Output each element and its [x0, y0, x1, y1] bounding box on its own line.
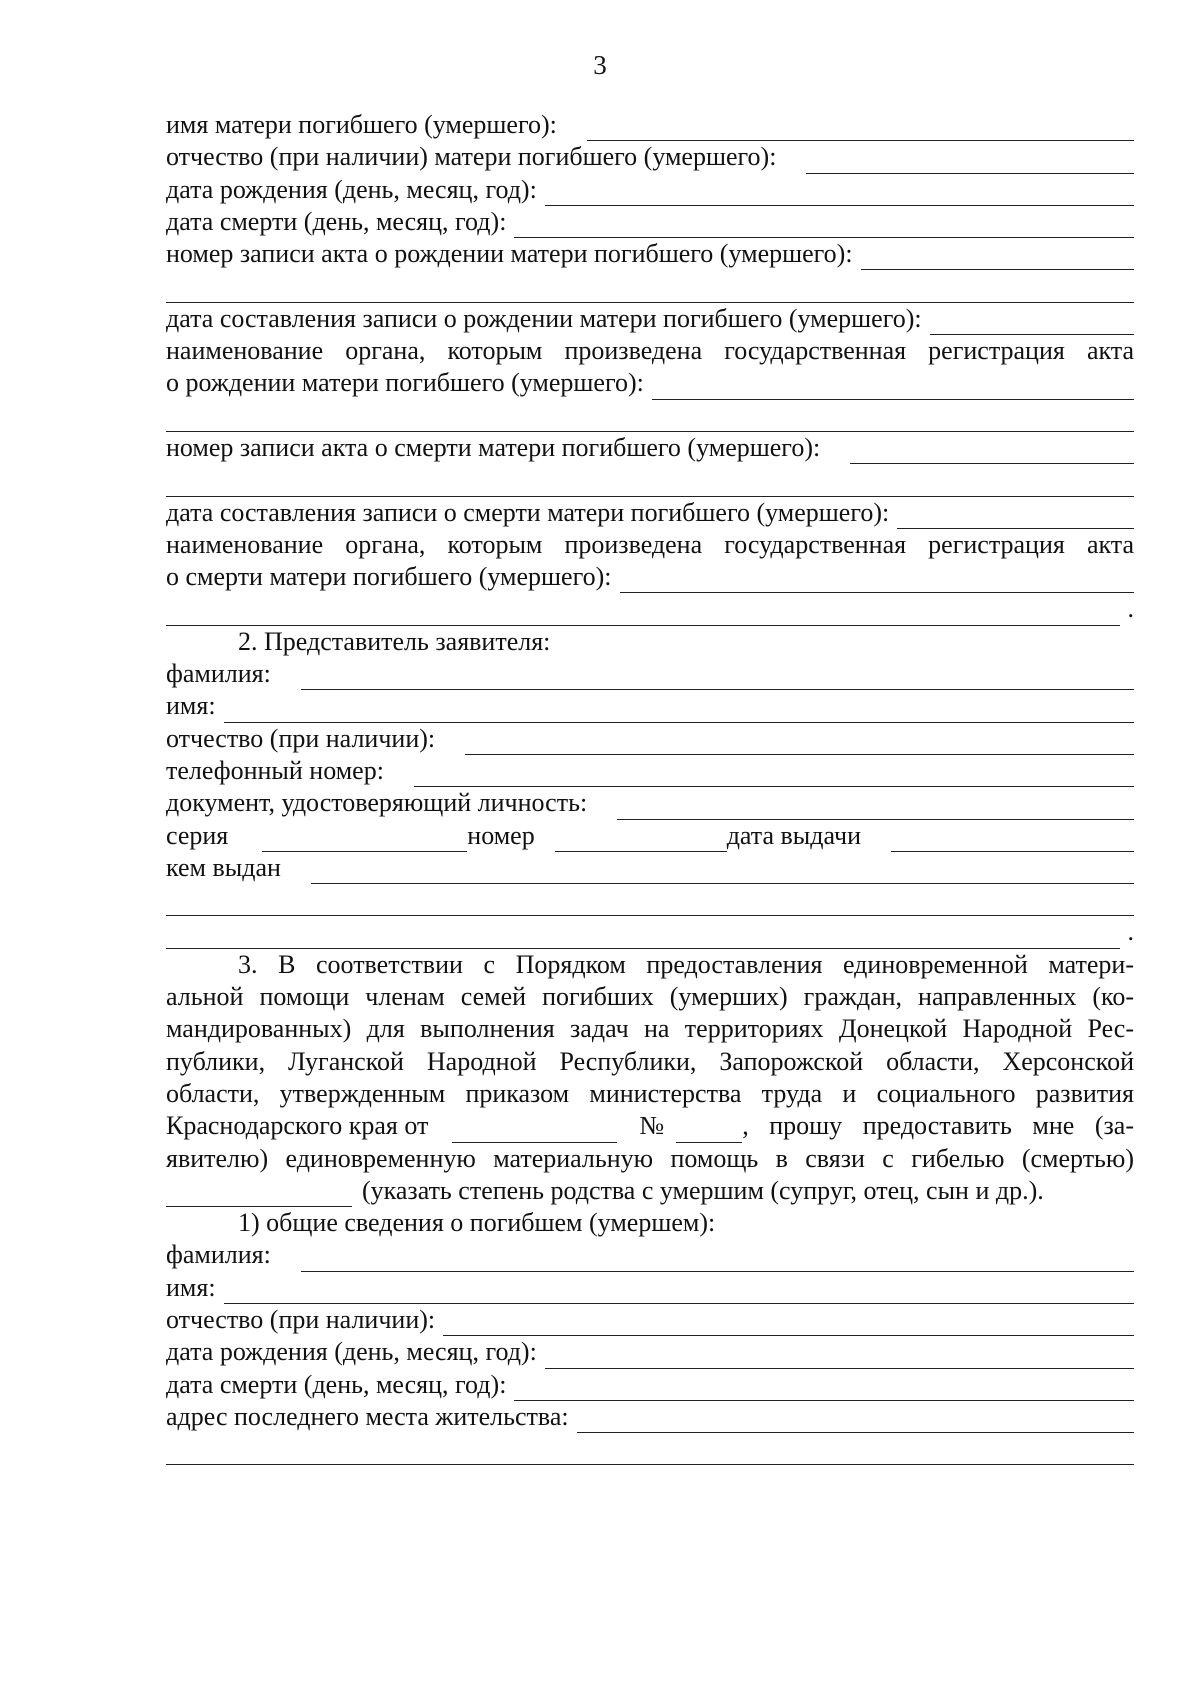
deceased-name-field[interactable]	[224, 1281, 1134, 1304]
end-period: .	[1127, 594, 1134, 624]
rep-name-field[interactable]	[224, 700, 1134, 723]
deceased-patronymic-field[interactable]	[443, 1313, 1134, 1336]
rep-issue-date-field[interactable]	[891, 829, 1134, 852]
mother-death-date-field[interactable]	[514, 215, 1134, 238]
deceased-surname-label: фамилия:	[166, 1240, 271, 1270]
section3-line-4	[166, 1046, 1134, 1078]
deceased-birth-date-row	[166, 1336, 1134, 1368]
deceased-surname-field[interactable]	[301, 1249, 1134, 1272]
rep-phone-label: телефонный номер:	[166, 755, 384, 785]
rep-issued-by-field-3[interactable]	[166, 926, 1120, 949]
section3-text-2: альной помощи членам семей погибших (умерших) граждан, направленных (ко-	[166, 982, 1134, 1012]
mother-death-record-number-field[interactable]	[850, 441, 1134, 464]
section3-text-8: (указать степень родства с умершим (супруг, отец, сын и др.).	[362, 1175, 1044, 1205]
rep-patronymic-field[interactable]	[465, 732, 1134, 755]
mother-name-label: имя матери погибшего (умершего):	[166, 110, 557, 139]
mother-death-record-number-continuation	[166, 464, 1134, 496]
page-number: 3	[593, 50, 607, 80]
section3-text-6a: Краснодарского края от	[166, 1111, 429, 1141]
mother-death-authority-field-2[interactable]	[166, 603, 1120, 626]
section3-line-7	[166, 1143, 1134, 1175]
rep-id-document-field[interactable]	[617, 797, 1134, 820]
mother-name-row	[166, 109, 1134, 141]
section3-text-7: явителю) единовременную материальную помощь в связи с гибелью (смертью)	[166, 1143, 1134, 1173]
deceased-heading-row	[166, 1207, 1134, 1239]
mother-birth-authority-field-2[interactable]	[166, 409, 1134, 432]
mother-birth-authority-row-1	[166, 335, 1134, 367]
mother-birth-record-number-field-2[interactable]	[166, 280, 1134, 303]
order-number-field[interactable]	[676, 1120, 742, 1143]
mother-death-authority-row-1	[166, 529, 1134, 561]
section3-line-1	[166, 949, 1134, 981]
kinship-field[interactable]	[166, 1184, 352, 1207]
rep-number-label: номер	[467, 820, 535, 850]
deceased-birth-date-label: дата рождения (день, месяц, год):	[166, 1337, 537, 1367]
rep-id-document-row	[166, 787, 1134, 819]
mother-birth-record-date-row	[166, 303, 1134, 335]
mother-birth-authority-field[interactable]	[652, 377, 1134, 400]
mother-birth-record-date-field[interactable]	[930, 312, 1134, 335]
mother-death-authority-continuation	[166, 593, 1134, 625]
mother-birth-record-number-label: номер записи акта о рождении матери погибшего (умершего):	[166, 239, 853, 269]
rep-id-document-label: документ, удостоверяющий личность:	[166, 788, 588, 818]
rep-issued-by-label: кем выдан	[166, 852, 281, 882]
rep-issued-by-field[interactable]	[311, 861, 1134, 884]
rep-phone-field[interactable]	[414, 764, 1134, 787]
rep-patronymic-row	[166, 723, 1134, 755]
mother-death-authority-label-2: о смерти матери погибшего (умершего):	[166, 562, 612, 592]
end-period-2: .	[1127, 917, 1134, 947]
section3-text-4: публики, Луганской Народной Республики, Запорожской области, Херсонской	[166, 1046, 1134, 1076]
deceased-heading: 1) общие сведения о погибшем (умершем):	[238, 1208, 716, 1238]
rep-surname-row	[166, 658, 1134, 690]
rep-patronymic-label: отчество (при наличии):	[166, 723, 436, 753]
deceased-name-row	[166, 1272, 1134, 1304]
rep-issued-by-continuation	[166, 884, 1134, 916]
deceased-address-row	[166, 1401, 1134, 1433]
mother-birth-record-number-continuation	[166, 270, 1134, 302]
representative-heading: 2. Представитель заявителя:	[238, 626, 551, 656]
mother-birth-authority-row-2	[166, 367, 1134, 399]
mother-death-authority-label-1: наименование органа, которым произведена государственная регистрация акта	[166, 529, 1134, 559]
form-content	[166, 109, 1134, 1465]
deceased-patronymic-row	[166, 1304, 1134, 1336]
deceased-address-continuation	[166, 1433, 1134, 1465]
rep-series-row	[166, 820, 1134, 852]
section3-line-3	[166, 1013, 1134, 1045]
mother-death-authority-field[interactable]	[620, 570, 1135, 593]
mother-birth-record-number-row	[166, 238, 1134, 270]
mother-death-record-date-field[interactable]	[897, 506, 1134, 529]
deceased-birth-date-field[interactable]	[545, 1346, 1134, 1369]
rep-issued-by-field-2[interactable]	[166, 893, 1134, 916]
mother-death-record-date-label: дата составления записи о смерти матери погибшего (умершего):	[166, 497, 890, 527]
rep-series-field[interactable]	[262, 829, 467, 852]
section3-text-6b: , прошу предоставить мне (за-	[742, 1111, 1134, 1141]
rep-number-field[interactable]	[555, 829, 727, 852]
deceased-death-date-field[interactable]	[514, 1378, 1134, 1401]
deceased-address-label: адрес последнего места жительства:	[166, 1401, 569, 1431]
mother-patronymic-field[interactable]	[806, 151, 1134, 174]
mother-birth-record-date-label: дата составления записи о рождении матери погибшего (умершего):	[166, 303, 922, 333]
rep-name-label: имя:	[166, 691, 216, 721]
mother-birth-authority-label-1: наименование органа, которым произведена государственная регистрация акта	[166, 336, 1134, 366]
section3-text-1: 3. В соответствии с Порядком предоставления единовременной матери-	[238, 949, 1134, 979]
mother-birth-date-label: дата рождения (день, месяц, год):	[166, 174, 537, 204]
mother-birth-date-field[interactable]	[545, 183, 1134, 206]
mother-death-record-date-row	[166, 497, 1134, 529]
mother-death-record-number-row	[166, 432, 1134, 464]
section3-text-3: мандированных) для выполнения задач на территориях Донецкой Народной Рес-	[166, 1014, 1134, 1044]
mother-patronymic-row	[166, 141, 1134, 173]
rep-name-row	[166, 690, 1134, 722]
section3-text-5: области, утвержденным приказом министерства труда и социального развития	[166, 1078, 1134, 1108]
mother-birth-date-row	[166, 174, 1134, 206]
section3-line-5	[166, 1078, 1134, 1110]
mother-death-date-row	[166, 206, 1134, 238]
mother-death-authority-row-2	[166, 561, 1134, 593]
section3-line-8	[166, 1175, 1134, 1207]
mother-death-record-number-label: номер записи акта о смерти матери погибшего (умершего):	[166, 432, 821, 462]
section3-line-6	[166, 1110, 1134, 1142]
rep-surname-field[interactable]	[301, 667, 1134, 690]
rep-issue-date-label: дата выдачи	[726, 820, 861, 850]
deceased-surname-row	[166, 1239, 1134, 1271]
rep-issued-by-row	[166, 852, 1134, 884]
rep-surname-label: фамилия:	[166, 659, 271, 689]
mother-patronymic-label: отчество (при наличии) матери погибшего (умершего):	[166, 142, 777, 172]
order-date-field[interactable]	[452, 1120, 617, 1143]
rep-issued-by-continuation-2	[166, 916, 1134, 948]
representative-heading-row	[166, 626, 1134, 658]
mother-birth-authority-label-2: о рождении матери погибшего (умершего):	[166, 368, 644, 398]
mother-name-field[interactable]	[587, 118, 1134, 141]
section3-line-2	[166, 981, 1134, 1013]
deceased-address-field-2[interactable]	[166, 1442, 1134, 1465]
deceased-death-date-row	[166, 1369, 1134, 1401]
deceased-name-label: имя:	[166, 1272, 216, 1302]
mother-birth-authority-continuation	[166, 400, 1134, 432]
mother-death-date-label: дата смерти (день, месяц, год):	[166, 206, 507, 236]
deceased-address-field[interactable]	[577, 1410, 1134, 1433]
rep-series-label: серия	[166, 820, 229, 850]
mother-death-record-number-field-2[interactable]	[166, 474, 1134, 497]
mother-birth-record-number-field[interactable]	[861, 247, 1134, 270]
rep-phone-row	[166, 755, 1134, 787]
deceased-patronymic-label: отчество (при наличии):	[166, 1304, 436, 1334]
section3-number-sign: №	[639, 1111, 665, 1141]
deceased-death-date-label: дата смерти (день, месяц, год):	[166, 1369, 507, 1399]
